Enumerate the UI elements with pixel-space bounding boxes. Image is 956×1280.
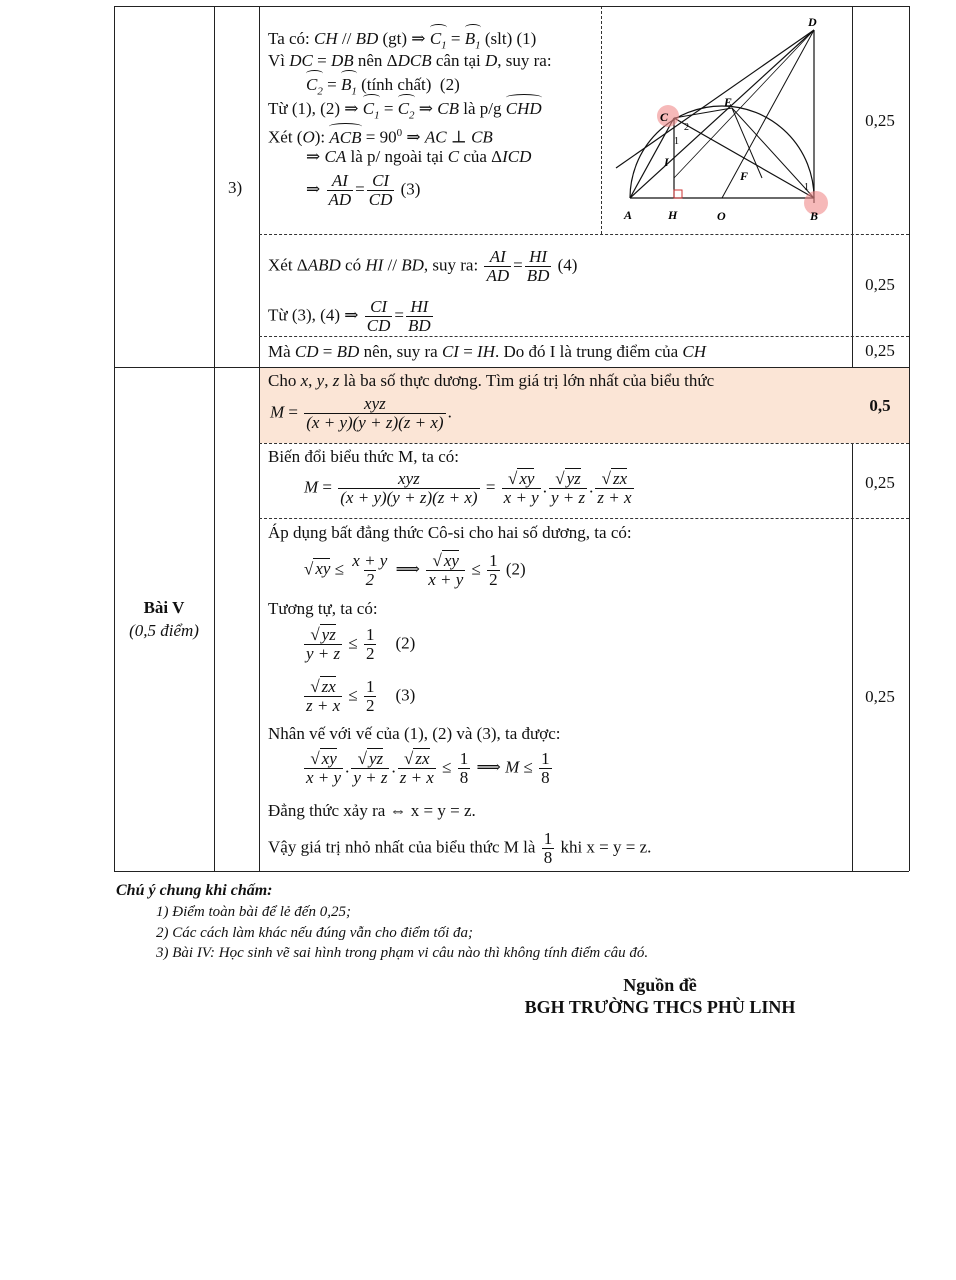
- label-i: I: [664, 155, 669, 169]
- label-1c: 1: [674, 136, 679, 147]
- score-transform: 0,25: [865, 473, 895, 492]
- bai5-points: (0,5 điểm): [129, 621, 199, 640]
- source-school: BGH TRƯỜNG THCS PHÙ LINH: [524, 997, 796, 1017]
- problem-line-2: M = $\frac{\text{xyz}}{(x + y)(y + z)(z + x)}$ .: [270, 394, 452, 432]
- product-line: $\frac{√ xy}{x + y}$ . $\frac{√ yz}{y + z}$ . $\frac{√ zx}{z + x}$ ≤ $\frac{1}{8}$ ⟹ M ≤ $\frac{1}{8}$: [306, 749, 550, 787]
- multiply-line: Nhân vế với vế của (1), (2) và (3), ta được:: [268, 724, 561, 743]
- part3-line-10: Mà CD = BD nên, suy ra CI = IH. Do đó I là trung điểm của CH: [268, 342, 707, 361]
- conclusion-line: Vậy giá trị nhỏ nhất của biểu thức M là $\frac{1}{8}$ khi x = y = z.: [268, 829, 652, 867]
- score-part3-b: 0,25: [865, 275, 895, 294]
- score-problem: 0,5: [869, 396, 891, 415]
- score-final: 0,25: [865, 687, 895, 706]
- bai5-label: Bài V: [143, 598, 185, 617]
- similar-line: Tương tự, ta có:: [268, 599, 378, 618]
- note-1: 1) Điểm toàn bài để lẻ đến 0,25;: [156, 904, 351, 920]
- ineq-zx: $\frac{√ zx}{z + x}$ ≤ $\frac{1}{2}$ (3): [306, 677, 416, 715]
- transform-line-1: Biến đổi biểu thức M, ta có:: [268, 447, 459, 466]
- part3-line-1: Ta có: CH // BD (gt) ⇒ $C_1 = B_1$ (slt) (1): [268, 28, 536, 56]
- apply-line-1: Áp dụng bất đẳng thức Cô-si cho hai số dương, ta có:: [268, 523, 632, 542]
- label-o: O: [717, 209, 726, 223]
- geometry-figure: [602, 8, 851, 233]
- label-c: C: [660, 110, 669, 124]
- part3-line-8: Xét ΔABD có HI // BD, suy ra: $\frac{AI}{AD}$ = $\frac{HI}{BD}$ (4): [268, 247, 578, 285]
- label-h: H: [668, 208, 678, 222]
- ineq-yz: $\frac{√ yz}{y + z}$ ≤ $\frac{1}{2}$ (2): [306, 625, 416, 663]
- note-2: 2) Các cách làm khác nếu đúng vẫn cho điểm tối đa;: [156, 925, 473, 941]
- label-d: D: [808, 15, 817, 29]
- label-f: F: [740, 169, 749, 183]
- label-a: A: [624, 208, 633, 222]
- part3-line-5: Xét (O): ACB = $90^0$ ⇒ AC ⊥ CB: [268, 127, 493, 147]
- apply-line-2: √ xy ≤ $\frac{x + y}{2}$ ⟹ $\frac{√ xy}{x + y}$ ≤ $\frac{1}{2}$ (2): [304, 551, 526, 589]
- part-label: 3): [228, 178, 243, 197]
- part3-line-4: Từ (1), (2) ⇒ $C_1 = C_2$ ⇒ CB là p/g CHD: [268, 98, 542, 126]
- source-title: Nguồn đề: [623, 975, 697, 995]
- part3-line-6: ⇒ CA là p/ ngoài tại C của ΔICD: [306, 147, 532, 166]
- score-part3-a: 0,25: [865, 111, 895, 130]
- equality-line: Đẳng thức xảy ra ⇔ x = y = z.: [268, 801, 476, 820]
- label-e: E: [724, 95, 733, 109]
- label-1b: 1: [804, 182, 809, 193]
- notes-title: Chú ý chung khi chấm:: [116, 882, 273, 899]
- part3-line-9: Từ (3), (4) ⇒ $\frac{CI}{CD}$ = $\frac{HI}{BD}$: [268, 297, 431, 335]
- part3-line-2: Vì DC = DB nên ΔDCB cân tại D, suy ra:: [268, 51, 552, 70]
- label-b: B: [810, 209, 819, 223]
- note-3: 3) Bài IV: Học sinh vẽ sai hình trong phạm vi câu nào thì không tính điểm câu đó.: [156, 945, 649, 961]
- problem-line-1: Cho x, y, z là ba số thực dương. Tìm giá trị lớn nhất của biểu thức: [268, 371, 715, 390]
- score-part3-c: 0,25: [865, 341, 895, 360]
- part3-line-7: ⇒ $\frac{AI}{AD}$ = $\frac{CI}{CD}$ (3): [306, 171, 421, 209]
- transform-line-2: M = $\frac{\text{xyz}}{(x + y)(y + z)(z + x)}$ = $\frac{√ xy}{x + y}$ . $\frac{√ yz}{y + z}$ . $\frac{√ zx}{z + x}$: [304, 469, 632, 507]
- label-2: 2: [684, 122, 689, 133]
- part3-line-3: $C_2 = B_1$ (tính chất) (2): [306, 74, 460, 102]
